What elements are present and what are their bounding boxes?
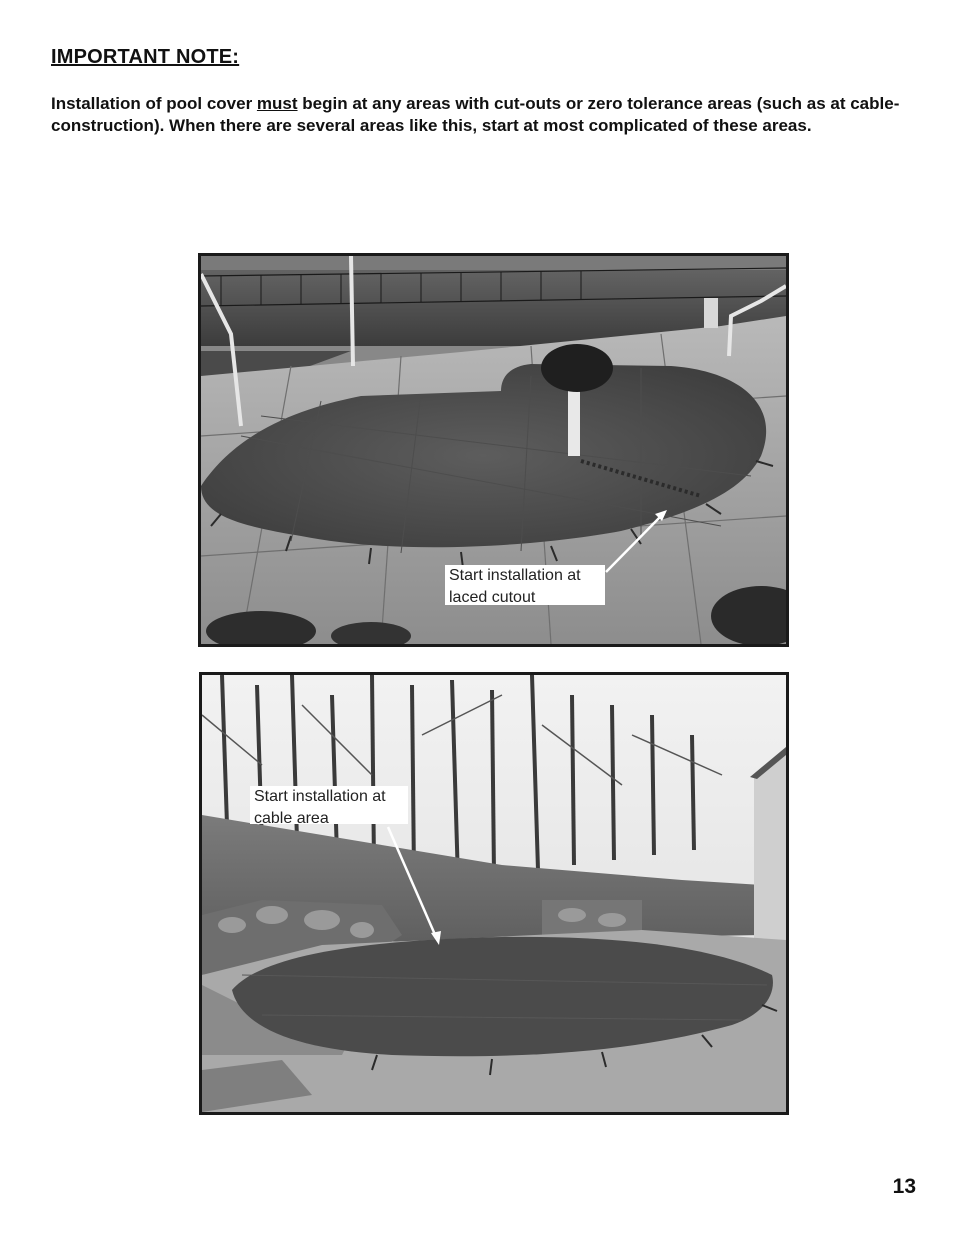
laced-cutout-callout: Start installation at laced cutout xyxy=(445,565,605,605)
page-heading: IMPORTANT NOTE: xyxy=(51,46,240,68)
cable-area-photo xyxy=(199,672,789,1115)
cable-area-photo-illustration xyxy=(202,675,786,1112)
note-emphasis: must xyxy=(256,94,298,113)
note-text-start: Installation of pool cover xyxy=(51,94,257,113)
page-number: 13 xyxy=(892,1175,916,1198)
installation-note xyxy=(51,93,901,137)
cable-area-callout: Start installation at cable area xyxy=(250,786,408,824)
note-text-end: begin at any areas with cut-outs or zero tolerance areas (such as at cable-construction). When there are several areas like this, start at most complicated of these areas. xyxy=(51,94,900,135)
